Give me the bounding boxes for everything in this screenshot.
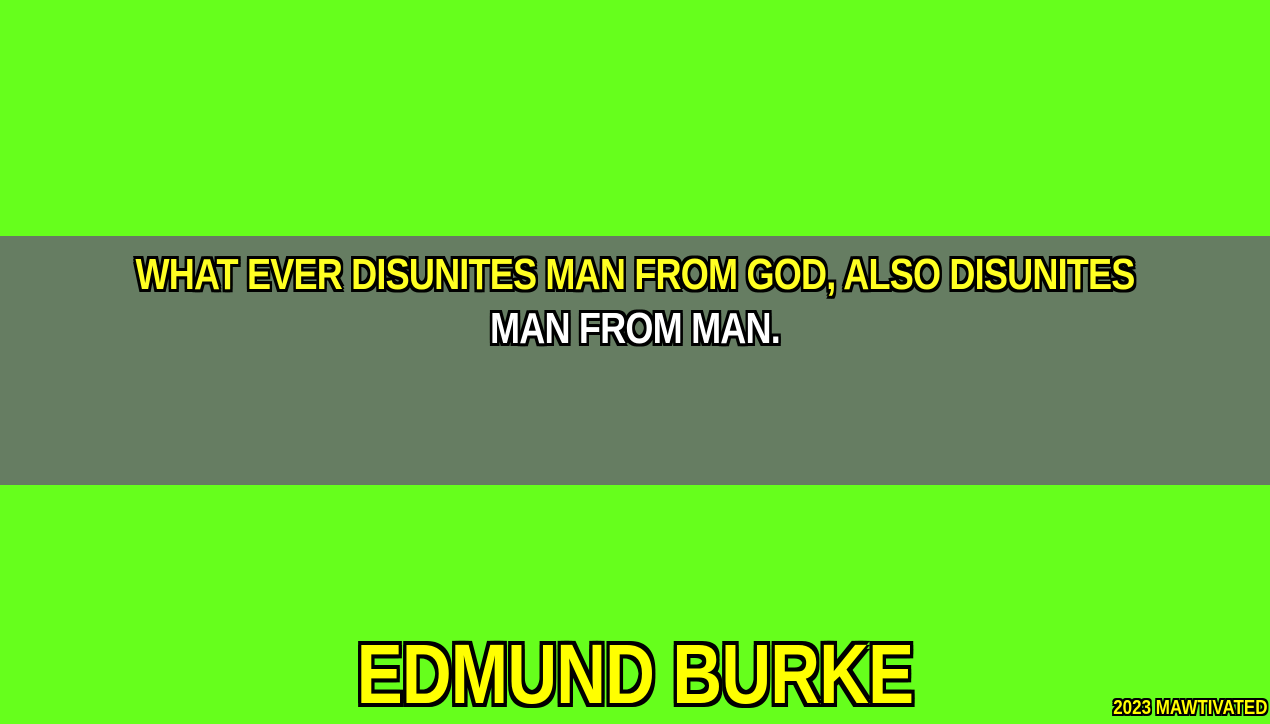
author-name: EDMUND BURKE xyxy=(356,627,914,721)
quote-line-1: WHAT EVER DISUNITES MAN FROM GOD, ALSO DISUNITES xyxy=(135,250,1135,299)
quote-line-2: MAN FROM MAN. xyxy=(490,304,780,353)
watermark: 2023 MAWTIVATED xyxy=(1113,697,1268,719)
